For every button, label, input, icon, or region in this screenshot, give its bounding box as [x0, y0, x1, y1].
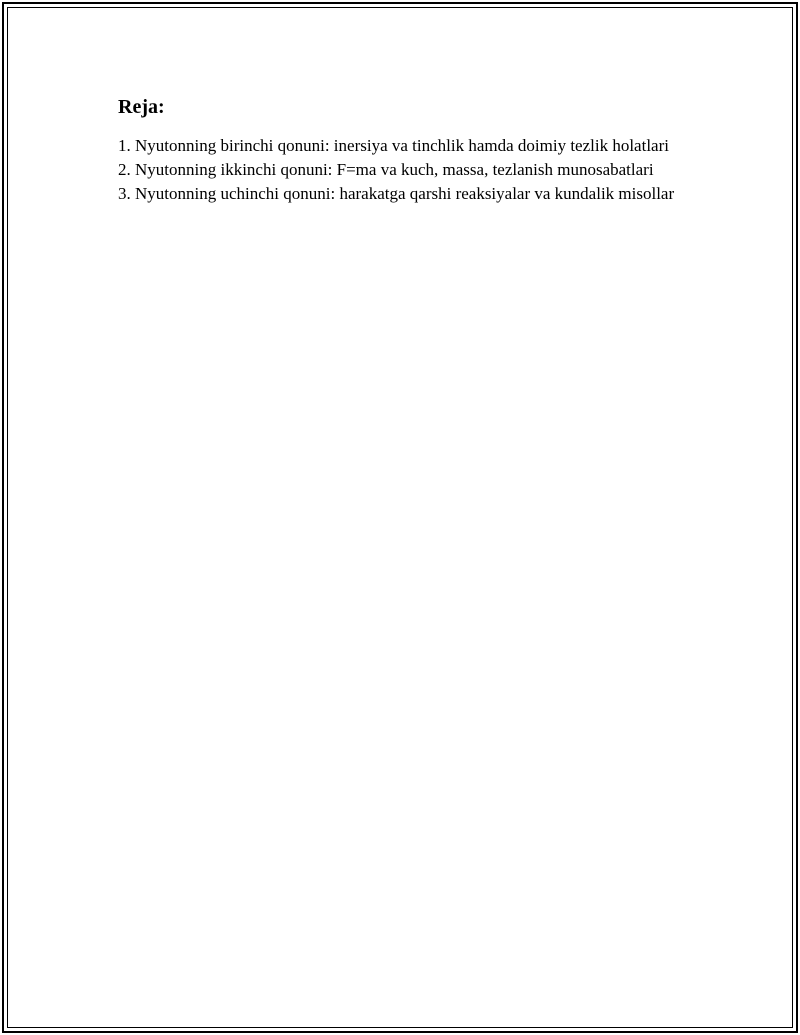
- plan-item-1: 1. Nyutonning birinchi qonuni: inersiya va tinchlik hamda doimiy tezlik holatlari: [118, 136, 669, 155]
- plan-item-3: 3. Nyutonning uchinchi qonuni: harakatga qarshi reaksiyalar va kundalik misollar: [118, 184, 675, 203]
- plan-heading: Reja:: [118, 96, 165, 118]
- plan-list: [118, 134, 678, 206]
- page-content: [118, 94, 678, 206]
- plan-item-2: 2. Nyutonning ikkinchi qonuni: F=ma va kuch, massa, tezlanish munosabatlari: [118, 160, 654, 179]
